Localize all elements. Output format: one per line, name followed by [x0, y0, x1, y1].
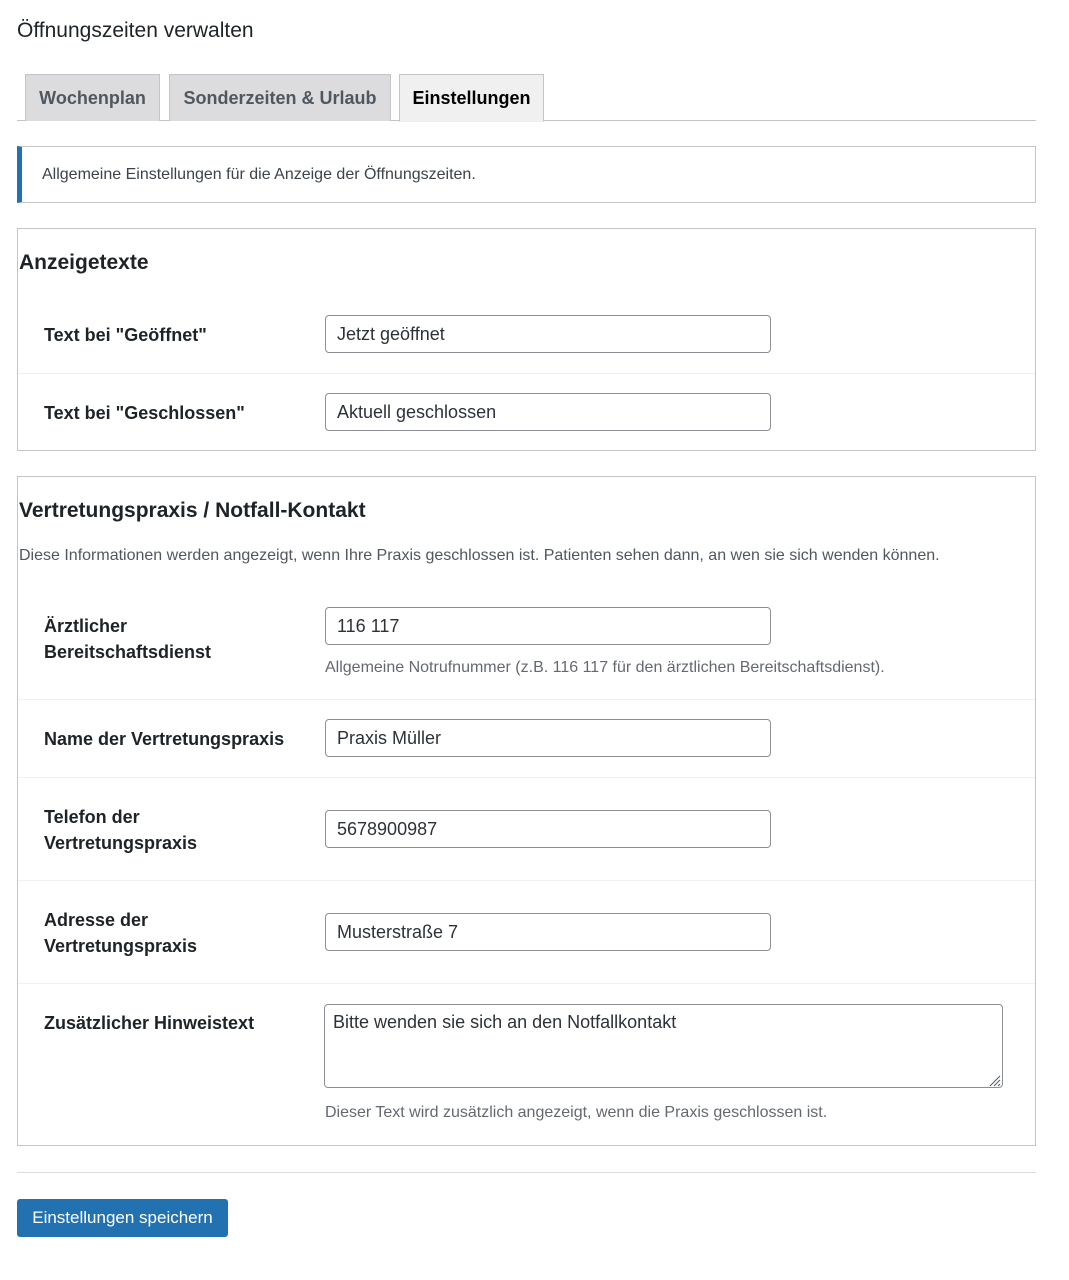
name-vertretung-input[interactable] [325, 719, 771, 757]
bereitschaft-help: Allgemeine Notrufnummer (z.B. 116 117 für den ärztlichen Bereitschaftsdienst). [325, 659, 885, 676]
adresse-input[interactable] [325, 913, 771, 951]
name-vertretung-label: Name der Vertretungspraxis [44, 729, 285, 749]
telefon-label [44, 804, 304, 856]
vertretungspraxis-section [17, 476, 1036, 1146]
bereitschaft-label [44, 613, 304, 665]
row-name-vertretung [18, 700, 1035, 778]
adresse-label-line2: Vertretungspraxis [44, 936, 198, 956]
bereitschaft-label-line2: Bereitschaftsdienst [44, 642, 212, 662]
page-title: Öffnungszeiten verwalten [17, 19, 254, 42]
tab-wochenplan[interactable]: Wochenplan [25, 74, 160, 121]
telefon-label-line2: Vertretungspraxis [44, 833, 198, 853]
bereitschaft-label-line1: Ärztlicher [44, 616, 128, 636]
telefon-input[interactable] [325, 810, 771, 848]
section-title-vertretung: Vertretungspraxis / Notfall-Kontakt [19, 499, 366, 522]
hinweis-label: Zusätzlicher Hinweistext [44, 1013, 255, 1033]
hinweis-textarea[interactable] [324, 1004, 1003, 1088]
adresse-label-line1: Adresse der [44, 910, 149, 930]
section-title-anzeigetexte: Anzeigetexte [19, 251, 149, 274]
row-bereitschaftsdienst [18, 587, 1035, 700]
hinweis-help: Dieser Text wird zusätzlich angezeigt, wenn die Praxis geschlossen ist. [325, 1104, 828, 1121]
tab-bar [17, 74, 1036, 121]
divider [17, 1172, 1036, 1173]
resize-handle-icon[interactable] [987, 1073, 1001, 1087]
tab-sonderzeiten-urlaub[interactable]: Sonderzeiten & Urlaub [169, 74, 391, 121]
row-telefon-vertretung [18, 778, 1035, 881]
telefon-label-line1: Telefon der [44, 807, 140, 827]
tab-einstellungen[interactable]: Einstellungen [399, 74, 544, 122]
row-adresse-vertretung [18, 881, 1035, 984]
anzeigetexte-section [17, 228, 1036, 451]
bereitschaft-input[interactable] [325, 607, 771, 645]
row-hinweistext [18, 984, 1035, 1145]
section-description: Diese Informationen werden angezeigt, wenn Ihre Praxis geschlossen ist. Patienten sehen dann, an wen sie sich wenden können. [19, 547, 940, 564]
row-closed-text [18, 374, 1035, 450]
closed-text-label: Text bei "Geschlossen" [44, 403, 245, 423]
row-open-text [18, 296, 1035, 374]
open-text-input[interactable] [325, 315, 771, 353]
save-settings-button[interactable]: Einstellungen speichern [17, 1199, 228, 1237]
closed-text-input[interactable] [325, 393, 771, 431]
open-text-label: Text bei "Geöffnet" [44, 325, 207, 345]
adresse-label [44, 907, 304, 959]
notice-text: Allgemeine Einstellungen für die Anzeige der Öffnungszeiten. [42, 166, 476, 183]
info-notice [17, 146, 1036, 203]
